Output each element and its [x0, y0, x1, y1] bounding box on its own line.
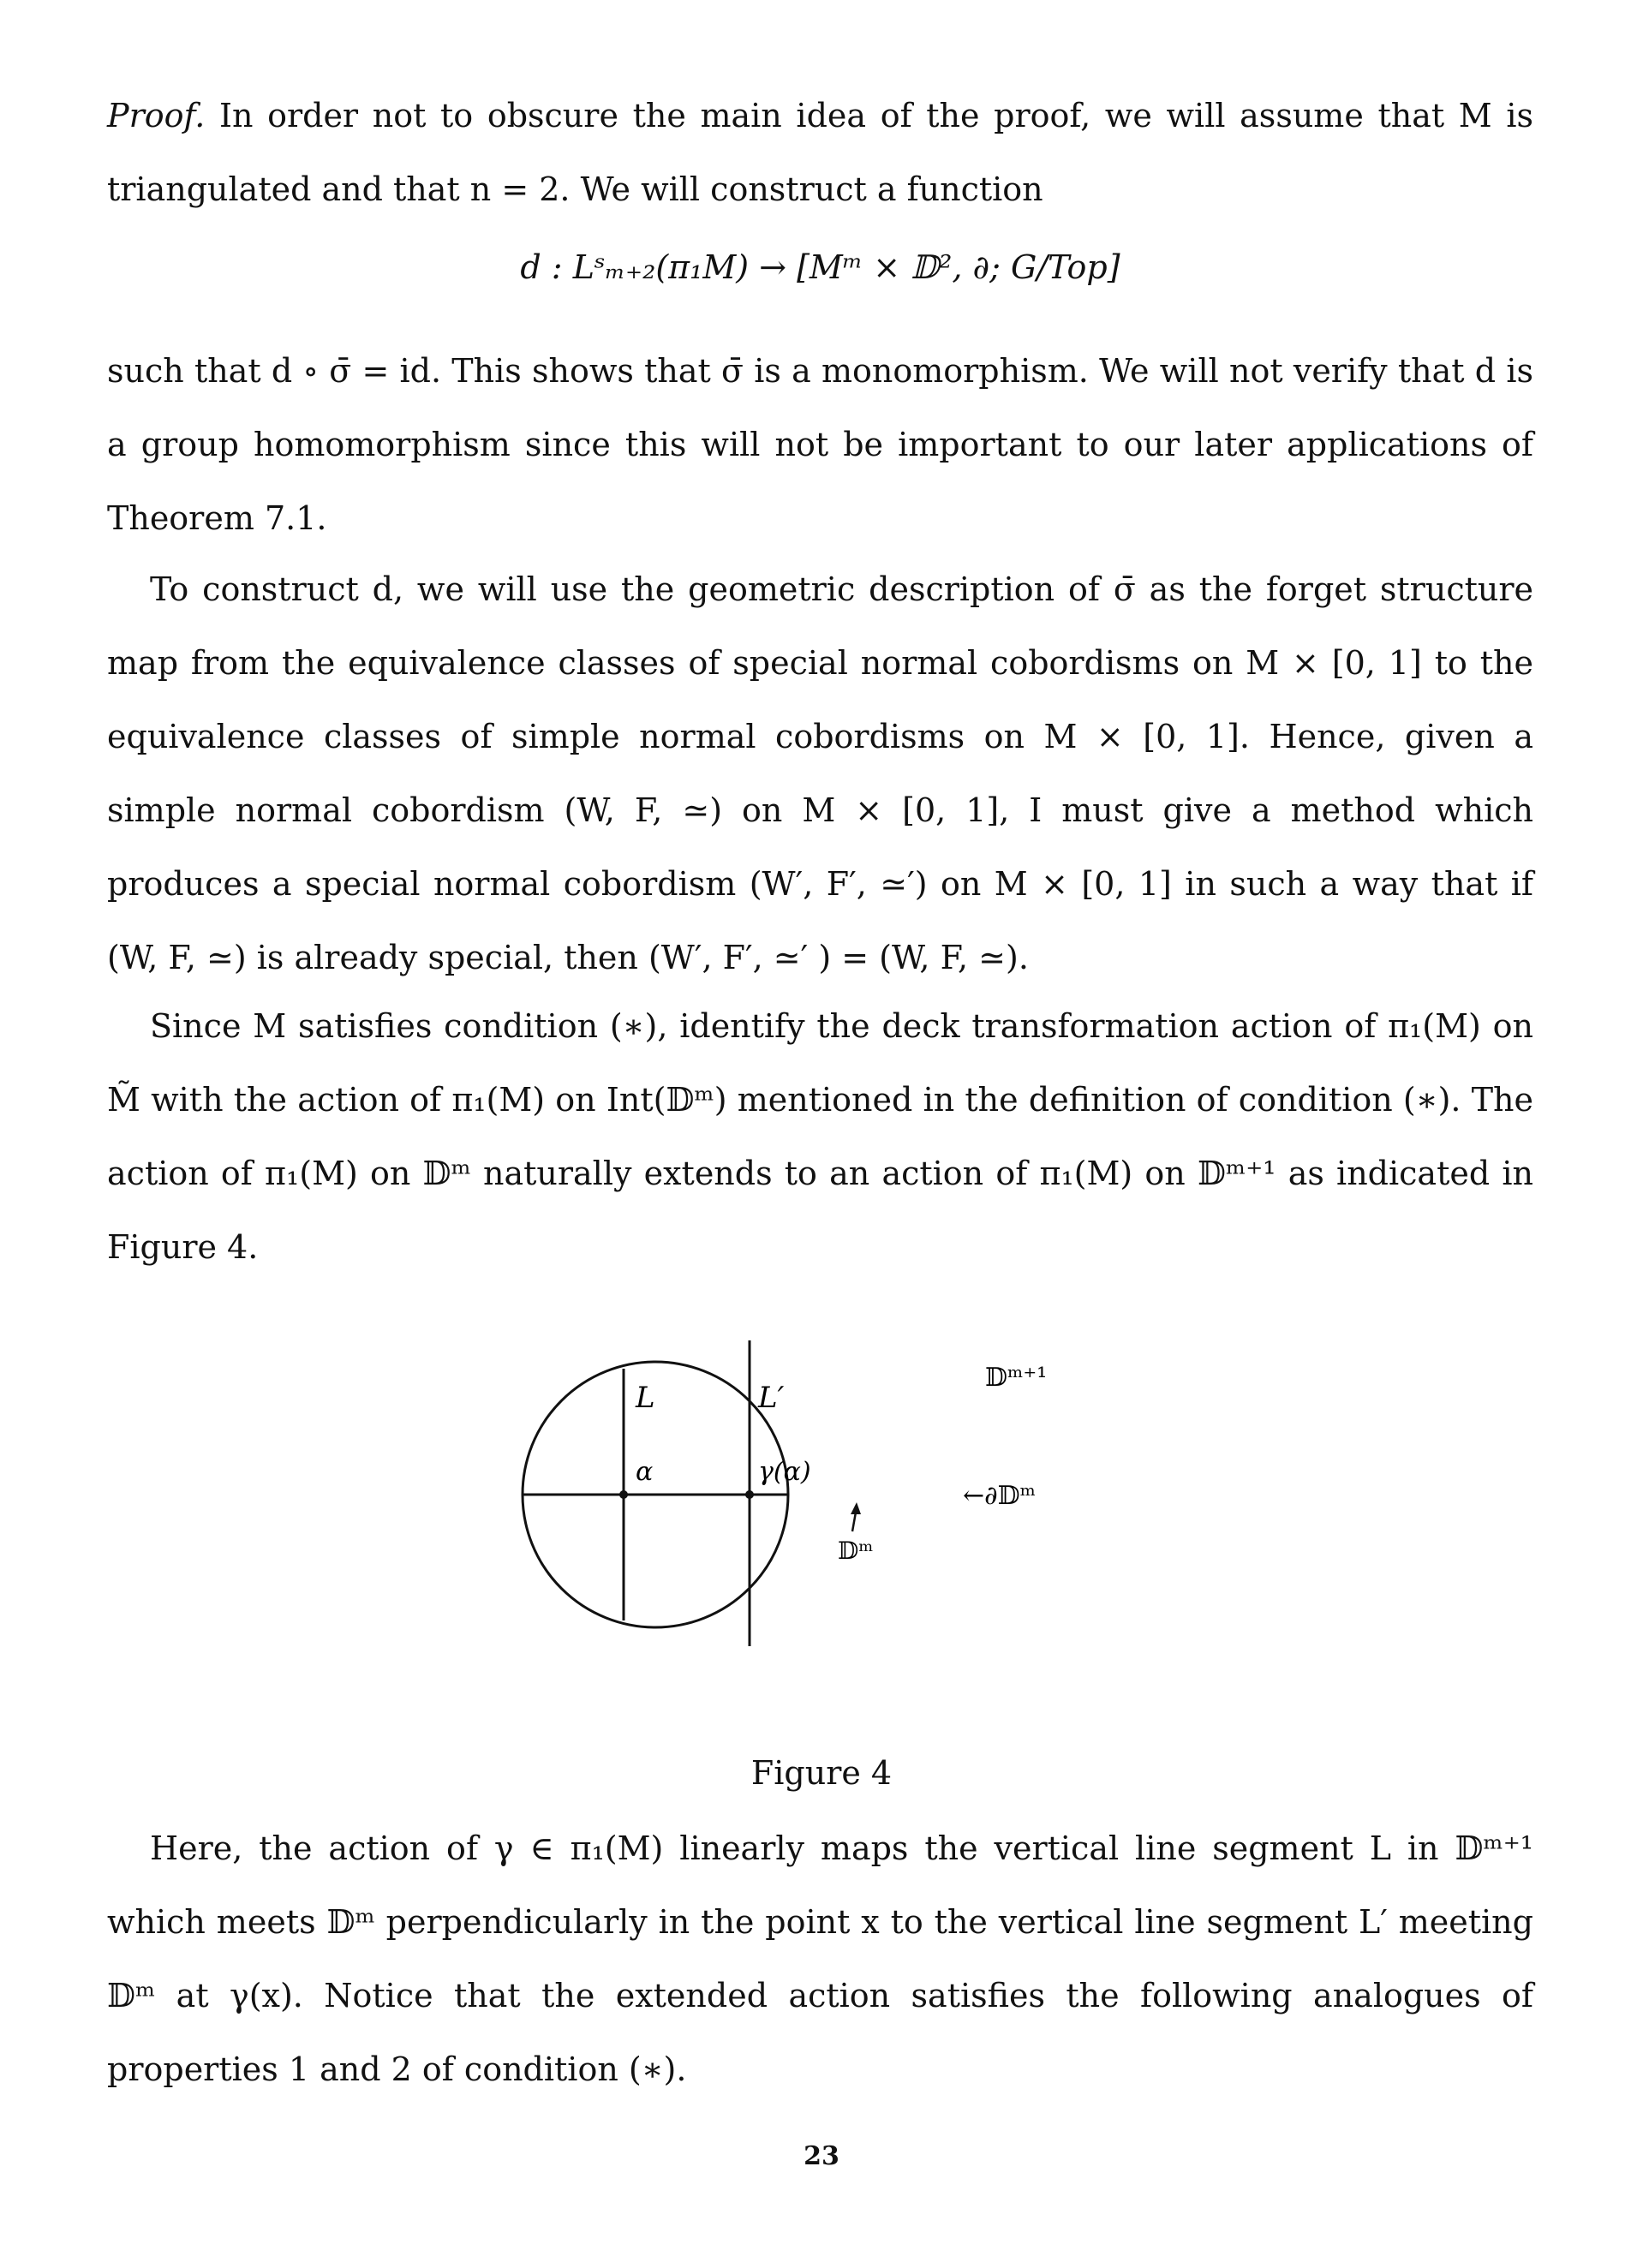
page-number: 23: [804, 2141, 839, 2171]
paragraph-2: such that d ∘ σ̄ = id. This shows that σ̄ is a monomorphism. We will not verify that d is a group homomorphism since this will not be important to our later applications of Theorem 7.1.: [107, 352, 1533, 537]
label-boundary-Dm: ←∂𝔻ᵐ: [963, 1481, 1037, 1511]
label-alpha: α: [636, 1457, 654, 1487]
paragraph-4-text: Since M satisfies condition (∗), identify the deck transformation action of π₁(M) on M̃ with the action of π₁(M) on Int(𝔻ᵐ) mentioned in the definition of condition (∗). The action of π₁(M) on 𝔻ᵐ naturally extends to an action of π₁(M) on 𝔻ᵐ⁺¹ as indicated in Figure 4.: [107, 1007, 1533, 1266]
pointer-arrow-head: [851, 1502, 861, 1514]
paragraph-4: [107, 989, 1533, 1284]
label-L: L: [636, 1381, 655, 1415]
display-formula: d : Lˢₘ₊₂(π₁M) → [Mᵐ × 𝔻², ∂; G/Top]: [520, 248, 1120, 286]
figure-caption: Figure 4: [750, 1754, 893, 1792]
point-alpha: [619, 1490, 628, 1499]
label-Dm1: 𝔻ᵐ⁺¹: [985, 1363, 1048, 1393]
paragraph-3-text: To construct d, we will use the geometric description of σ̄ as the forget structure map from the equivalence classes of special normal cobordisms on M × [0, 1] to the equivalence classes of simple normal cobordisms on M × [0, 1]. Hence, given a simple normal cobordism (W, F, ≃) on M × [0, 1], I must give a method which produces a special normal cobordism (W′, F′, ≃′) on M × [0, 1] in such a way that if (W, F, ≃) is already special, then (W′, F′, ≃′ ) = (W, F, ≃).: [107, 570, 1533, 976]
paragraph-1-text: In order not to obscure the main idea of the proof, we will assume that M is triangulated and that n = 2. We will construct a function: [107, 97, 1533, 208]
paragraph-5: [107, 1811, 1533, 2106]
proof-label: Proof.: [107, 97, 206, 134]
paragraph-proof-intro: [107, 79, 1533, 226]
point-gamma-alpha: [745, 1490, 754, 1499]
label-Lprime: L′: [758, 1381, 785, 1415]
paragraph-3: [107, 552, 1533, 994]
label-gamma-alpha: γ(α): [758, 1457, 811, 1487]
figure-4-diagram: [514, 1276, 1182, 1722]
label-Dm: 𝔻ᵐ: [838, 1537, 874, 1565]
paragraph-5-text: Here, the action of γ ∈ π₁(M) linearly maps the vertical line segment L in 𝔻ᵐ⁺¹ which meets 𝔻ᵐ perpendicularly in the point x to the vertical line segment L′ meeting 𝔻ᵐ at γ(x). Notice that the extended action satisfies the following analogues of properties 1 and 2 of condition (∗).: [107, 1829, 1533, 2088]
